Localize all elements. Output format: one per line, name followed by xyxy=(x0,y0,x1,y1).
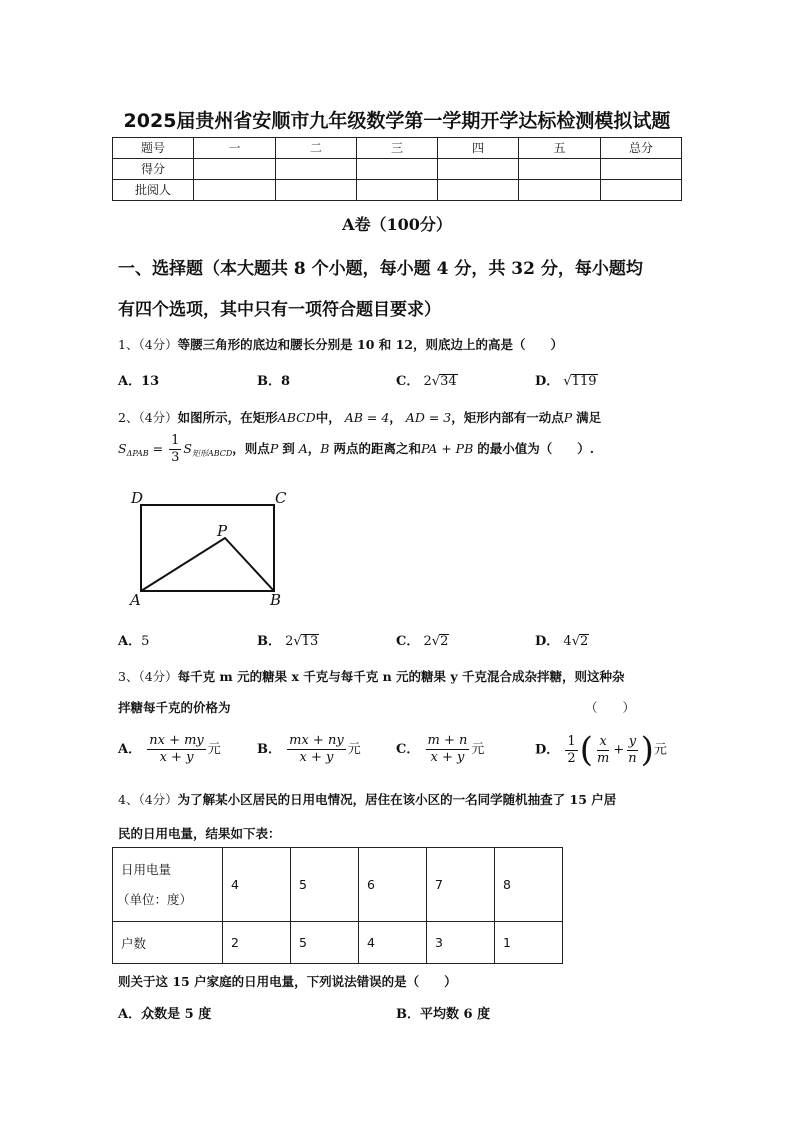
table-cell: 4 xyxy=(223,848,291,922)
part1-heading-line1: 一、选择题（本大题共 8 个小题，每小题 4 分，共 32 分，每小题均 xyxy=(118,259,643,279)
unit: 元 xyxy=(207,742,221,757)
score-table-cell: 三 xyxy=(357,138,438,159)
option-value: 5 xyxy=(141,634,150,649)
math-s: S xyxy=(118,441,127,456)
question-points: （4分） xyxy=(138,669,178,684)
math-b: B xyxy=(320,441,330,456)
option-value: 平均数 6 度 xyxy=(420,1007,491,1022)
question-3-line1 xyxy=(118,667,625,685)
math-a: A xyxy=(298,441,308,456)
score-table-cell xyxy=(276,180,357,201)
option-radicand: 119 xyxy=(571,374,597,389)
question-3-blank: （ ） xyxy=(585,700,636,715)
option-coef: 2 xyxy=(285,634,294,649)
option-fraction: $\frac{nx + my}{x + y}$ xyxy=(149,733,204,765)
table-cell: 4 xyxy=(359,922,427,964)
question-number: 1、 xyxy=(118,337,139,352)
q1-option-b[interactable] xyxy=(257,370,290,389)
question-text: ，则点 xyxy=(232,441,270,456)
score-table-cell xyxy=(438,180,519,201)
score-table-cell xyxy=(276,159,357,180)
math-subscript: ΔPAB xyxy=(126,449,149,458)
option-coef: 2 xyxy=(423,634,432,649)
question-text: 为了解某小区居民的日用电情况，居住在该小区的一名同学随机抽查了 15 户居 xyxy=(177,792,617,807)
option-label: B． xyxy=(257,634,281,649)
option-label: A． xyxy=(118,634,142,649)
question-4-line2 xyxy=(118,824,281,842)
math-abcd: ABCD xyxy=(277,410,316,425)
rectangle-figure xyxy=(125,485,295,610)
plus-sign: + xyxy=(613,742,625,758)
q2-option-d[interactable]: D． 4√2 xyxy=(535,634,589,649)
question-text: 的最小值为（ ）. xyxy=(477,441,595,456)
question-points: （4分） xyxy=(138,410,178,425)
q3-option-d[interactable]: D． $\frac{1}{2}$ ( $\frac{x}{m}$ + $\frac{y}{n}$ )元 xyxy=(535,730,667,770)
option-value: 众数是 5 度 xyxy=(141,1007,212,1022)
score-table-header-row xyxy=(113,138,682,159)
question-text: ， xyxy=(389,410,402,425)
row-header-households: 户数 xyxy=(113,922,223,964)
question-4-line1 xyxy=(118,790,616,808)
option-fraction: $\frac{y}{n}$ xyxy=(628,733,637,766)
math-p: P xyxy=(563,410,573,425)
question-text: 等腰三角形的底边和腰长分别是 10 和 12，则底边上的高是（ ） xyxy=(177,337,564,352)
option-label: C． xyxy=(396,634,420,649)
q4-option-b[interactable] xyxy=(396,1003,490,1022)
label-p: P xyxy=(217,522,228,540)
score-table-cell xyxy=(194,159,276,180)
score-table-cell: 题号 xyxy=(113,138,194,159)
q1-option-a[interactable] xyxy=(118,370,159,389)
q2-option-a[interactable] xyxy=(118,630,149,649)
option-label: A． xyxy=(118,742,142,757)
q3-option-b[interactable] xyxy=(257,733,361,766)
option-label: D． xyxy=(535,374,560,389)
score-table-cell xyxy=(601,180,682,201)
question-1 xyxy=(118,335,563,353)
unit: 元 xyxy=(471,742,485,757)
question-text: 每千克 m 元的糖果 x 千克与每千克 n 元的糖果 y 千克混合成杂拌糖，则这种杂 xyxy=(177,669,625,684)
question-text: 则关于这 15 户家庭的日用电量，下列说法错误的是（ ） xyxy=(118,974,457,989)
question-text: 民的日用电量，结果如下表： xyxy=(118,826,281,841)
question-number: 2、 xyxy=(118,410,139,425)
option-value: 13 xyxy=(141,374,160,389)
option-coef: 4 xyxy=(563,634,572,649)
option-label: C． xyxy=(396,742,420,757)
option-coef: 2 xyxy=(423,374,432,389)
score-table-cell xyxy=(601,159,682,180)
table-cell: 1 xyxy=(495,922,563,964)
question-number: 4、 xyxy=(118,792,139,807)
table-cell: 6 xyxy=(359,848,427,922)
option-fraction: $\frac{1}{2}$ xyxy=(567,733,576,766)
triangle-pab xyxy=(141,538,274,591)
score-table-cell: 批阅人 xyxy=(113,180,194,201)
question-points: （4分） xyxy=(138,792,178,807)
score-table-cell: 总分 xyxy=(601,138,682,159)
table-cell: 8 xyxy=(495,848,563,922)
option-fraction: $\frac{m + n}{x + y}$ xyxy=(427,733,468,765)
score-table-cell: 五 xyxy=(519,138,601,159)
option-value: 8 xyxy=(281,374,291,389)
math-fraction: $\frac{1}{3}$ xyxy=(171,433,180,465)
table-cell: 2 xyxy=(223,922,291,964)
question-2-line1 xyxy=(118,408,601,426)
q1-option-c[interactable]: C． 2√34 xyxy=(396,374,457,389)
question-text: 中， xyxy=(315,410,341,425)
question-4-followup xyxy=(118,972,457,990)
score-table-cell: 二 xyxy=(276,138,357,159)
electricity-row-households xyxy=(113,922,563,964)
q1-option-d[interactable]: D． √119 xyxy=(535,374,597,389)
math-ad-eq: AD = 3 xyxy=(405,410,452,425)
score-table-cell xyxy=(357,180,438,201)
q3-option-a[interactable] xyxy=(118,733,221,766)
math-p: P xyxy=(269,441,279,456)
option-label: B． xyxy=(257,742,281,757)
math-ab-eq: AB = 4 xyxy=(344,410,390,425)
option-label: D． xyxy=(535,742,560,758)
math-eq: = xyxy=(148,441,168,456)
option-radicand: 2 xyxy=(580,634,589,649)
option-label: D． xyxy=(535,634,560,649)
question-text: 满足 xyxy=(576,410,602,425)
score-table-row xyxy=(113,180,682,201)
question-text: 如图所示，在矩形 xyxy=(177,410,278,425)
label-d: D xyxy=(131,489,144,507)
question-number: 3、 xyxy=(118,669,139,684)
score-table-cell xyxy=(519,180,601,201)
question-3-line2 xyxy=(118,698,231,716)
electricity-row-usage xyxy=(113,848,563,922)
q2-option-b[interactable]: B． 2√13 xyxy=(257,634,319,649)
option-label: A． xyxy=(118,1007,142,1022)
question-text: ， xyxy=(307,441,321,456)
label-b: B xyxy=(270,591,282,609)
table-cell: 5 xyxy=(291,848,359,922)
question-2-line2 xyxy=(118,433,594,466)
option-radicand: 13 xyxy=(301,634,319,649)
exam-title: 2025届贵州省安顺市九年级数学第一学期开学达标检测模拟试题 xyxy=(123,110,671,132)
math-sum: PA + PB xyxy=(420,441,474,456)
question-text: ，矩形内部有一动点 xyxy=(451,410,564,425)
q3-option-c[interactable] xyxy=(396,733,484,766)
label-c: C xyxy=(275,489,287,507)
option-label: A． xyxy=(118,374,142,389)
option-fraction: $\frac{x}{m}$ xyxy=(596,733,610,766)
section-a-heading: A卷（100分） xyxy=(342,215,452,234)
table-cell: 7 xyxy=(427,848,495,922)
score-table-cell: 得分 xyxy=(113,159,194,180)
score-table-cell xyxy=(194,180,276,201)
score-table-cell: 一 xyxy=(194,138,276,159)
q2-option-c[interactable]: C． 2√2 xyxy=(396,634,449,649)
option-label: C． xyxy=(396,374,420,389)
electricity-table xyxy=(112,847,563,964)
row-header-usage: 日用电量 （单位：度） xyxy=(113,848,223,922)
score-table-cell xyxy=(357,159,438,180)
score-table-cell xyxy=(519,159,601,180)
question-text: 两点的距离之和 xyxy=(333,441,421,456)
table-cell: 5 xyxy=(291,922,359,964)
score-table xyxy=(112,137,682,201)
q4-option-a[interactable] xyxy=(118,1003,211,1022)
option-radicand: 2 xyxy=(440,634,449,649)
question-points: （4分） xyxy=(138,337,178,352)
score-table-cell xyxy=(438,159,519,180)
option-radicand: 34 xyxy=(440,374,457,389)
math-subscript: 矩形ABCD xyxy=(191,449,233,458)
score-table-cell: 四 xyxy=(438,138,519,159)
option-label: B． xyxy=(257,374,281,389)
question-text: 拌糖每千克的价格为 xyxy=(118,700,231,715)
math-s: S xyxy=(183,441,192,456)
option-label: B． xyxy=(396,1007,420,1022)
score-table-row xyxy=(113,159,682,180)
option-fraction: $\frac{mx + ny}{x + y}$ xyxy=(289,733,344,765)
unit: 元 xyxy=(347,742,361,757)
label-a: A xyxy=(130,591,141,609)
unit: 元 xyxy=(653,742,667,758)
question-text: 到 xyxy=(282,441,295,456)
part1-heading-line2: 有四个选项，其中只有一项符合题目要求） xyxy=(118,300,441,320)
table-cell: 3 xyxy=(427,922,495,964)
